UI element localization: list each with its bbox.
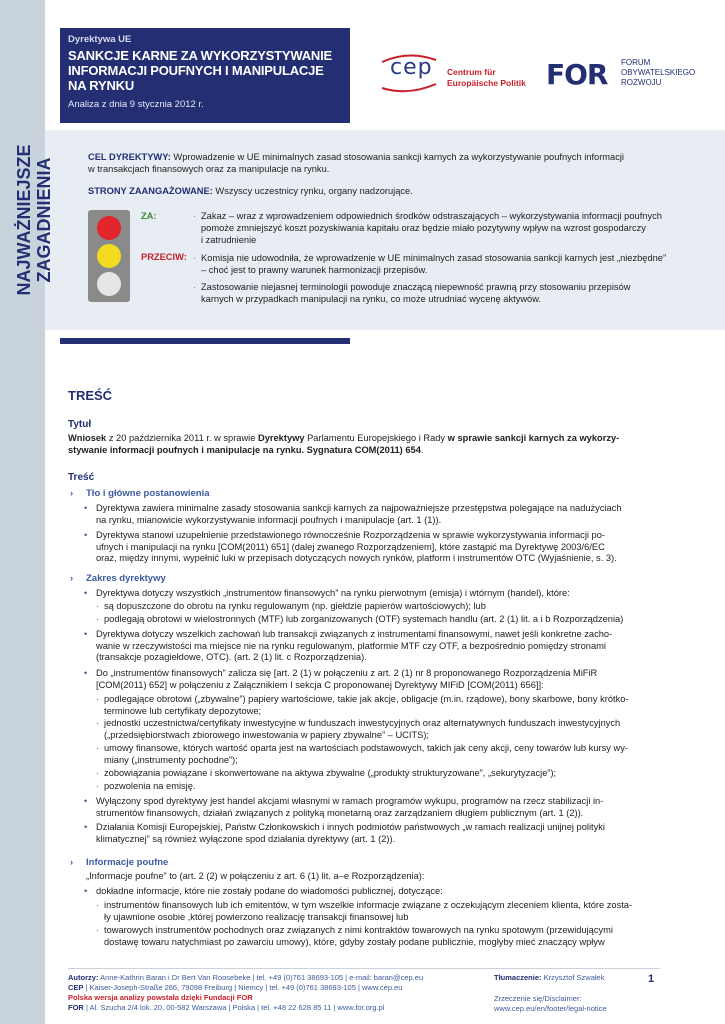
list-item bbox=[84, 503, 659, 526]
list-item bbox=[84, 822, 659, 845]
list-item bbox=[84, 668, 659, 691]
doc-title-line: INFORMACJI POUFNYCH I MANIPULACJE bbox=[68, 63, 324, 78]
sub-list-item bbox=[96, 781, 659, 793]
list-item-text: Dyrektywa dotyczy wszystkich „instrumentów finansowych” na rynku pierwotnym (emisja) i wtórnym (handel), które: bbox=[96, 588, 570, 598]
stakeholders-label: STRONY ZAANGAŻOWANE: bbox=[88, 186, 213, 196]
footer-divider bbox=[68, 968, 660, 969]
footer-translation bbox=[494, 973, 644, 1014]
doc-title bbox=[68, 48, 342, 93]
list-item-text: ły ujawnione osobie ,której powierzono realizację transakcji finansowej lub bbox=[104, 911, 409, 922]
section-background bbox=[70, 488, 210, 499]
footer-note: Polska wersja analizy powstała dzięki Fundacji FOR bbox=[68, 993, 253, 1002]
bullet-icon: • bbox=[84, 668, 88, 678]
for-subtitle-line: ROZWOJU bbox=[621, 78, 662, 87]
section-title: Informacje poufne bbox=[86, 857, 169, 868]
list-item-text: [COM(2011) 652] w połączeniu z Załącznikiem I sekcja C proponowanej Dyrektywy MIFiD [COM(2011) 656]]: bbox=[96, 679, 544, 690]
list-item-text: Dyrektywa zawiera minimalne zasady stosowania sankcji karnych za najpoważniejsze przestępstwa polegające na nadużyciach bbox=[96, 503, 622, 513]
cep-subtitle-line: Centrum für bbox=[447, 67, 496, 77]
title-text-bold: stywanie informacji poufnych i manipulacje na rynku. Sygnatura COM(2011) 654 bbox=[68, 445, 421, 455]
directive-goal-text: Wprowadzenie w UE minimalnych zasad stosowania sankcji karnych za wykorzystywanie poufnych informacji bbox=[173, 152, 624, 162]
bullet-icon: • bbox=[84, 588, 88, 598]
content-subheading: Treść bbox=[68, 472, 95, 483]
bullet-icon: • bbox=[84, 503, 88, 513]
list-item-text: Do „instrumentów finansowych” zalicza się [art. 2 (1) w połączeniu z art. 2 (1) nr 8 proponowanego Rozporządzenia MiFiR bbox=[96, 668, 598, 678]
title-paragraph bbox=[68, 432, 658, 456]
list-item-text: Wyłączony spod dyrektywy jest handel akcjami własnymi w ramach programów wykupu, programów na rzecz stabilizacji in- bbox=[96, 796, 604, 806]
section-intro: „Informacje poufne” to (art. 2 (2) w połączeniu z art. 6 (1) lit. a–e Rozporządzenia): bbox=[86, 871, 425, 881]
yellow-light-icon bbox=[97, 244, 121, 268]
side-title-line: NAJWAŻNIEJSZE bbox=[14, 144, 34, 296]
bullet-icon: · bbox=[96, 718, 100, 728]
list-item-text: miany („instrumenty pochodne”); bbox=[104, 754, 238, 765]
bullet-icon: • bbox=[84, 886, 88, 896]
for-logo-text: FOR bbox=[546, 58, 608, 91]
title-text-bold: Dyrektywy bbox=[258, 433, 305, 443]
chevron-right-icon: › bbox=[70, 857, 74, 868]
pros-label: ZA: bbox=[141, 211, 157, 221]
section-title: Tło i główne postanowienia bbox=[86, 488, 210, 499]
cons-label: PRZECIW: bbox=[141, 252, 187, 262]
list-item-text: strumentów finansowych, działań związanych z polityką monetarną oraz zarządzaniem długiem publicznym (art. 1 (2)). bbox=[96, 807, 584, 818]
list-item bbox=[84, 629, 659, 664]
bullet-icon: · bbox=[96, 768, 100, 778]
cons-text: Zastosowanie niejasnej terminologii powoduje znaczącą niepewność prawną przy stosowaniu przepisów bbox=[201, 282, 631, 292]
list-item-text: wanie w rzeczywistości ma miejsce nie na rynku regulowanym, platformie MTF czy OTF, a bezpośrednio pomiędzy stronami bbox=[96, 640, 606, 651]
section-inside-info bbox=[70, 857, 168, 868]
list-item-text: jednostki uczestnictwa/certyfikaty inwestycyjne w funduszach inwestycyjnych oraz alternatywnych funduszach inwestycyjnych bbox=[104, 718, 621, 728]
list-item-text: towarowych instrumentów pochodnych oraz związanych z nimi kontraktów towarowych na rynku spotowym (przewidującymi bbox=[104, 925, 613, 935]
doc-title-line: NA RYNKU bbox=[68, 78, 135, 93]
sub-list-item bbox=[96, 614, 659, 626]
list-item-text: pozwolenia na emisję. bbox=[104, 781, 196, 791]
title-text: z 20 października 2011 r. w sprawie bbox=[106, 433, 258, 443]
side-title-line: ZAGADNIENIA bbox=[34, 157, 54, 283]
bullet-icon: • bbox=[84, 796, 88, 806]
doc-date: Analiza z dnia 9 stycznia 2012 r. bbox=[68, 99, 204, 110]
bullet-icon: · bbox=[96, 925, 100, 935]
bullet-icon: · bbox=[96, 694, 100, 704]
panel-divider bbox=[60, 338, 350, 344]
for-subtitle-line: OBYWATELSKIEGO bbox=[621, 68, 696, 77]
chevron-right-icon: › bbox=[70, 488, 74, 499]
cons-text: Komisja nie udowodniła, że wprowadzenie w UE minimalnych zasad stosowania sankcji karnych jest „niezbędne” bbox=[201, 253, 667, 263]
list-item-text: na rynku, mianowicie wykorzystywanie informacji poufnych i manipulacje (art. 1 (1)). bbox=[96, 514, 442, 525]
list-item bbox=[84, 588, 659, 600]
chevron-right-icon: › bbox=[70, 573, 74, 584]
bullet-icon: · bbox=[96, 900, 100, 910]
cons-item bbox=[193, 252, 683, 276]
bullet-icon: · bbox=[96, 601, 100, 611]
sub-list-item bbox=[96, 743, 659, 766]
section-title: Zakres dyrektywy bbox=[86, 573, 166, 584]
footer-text: | Kaiser-Joseph-Straße 266, 79098 Freiburg | Niemcy | tel. +49 (0)761 38693-105 | www.cep.eu bbox=[85, 983, 403, 992]
list-item-text: Dyrektywa stanowi uzupełnienie przedstawionego równocześnie Rozporządzenia w sprawie wykorzystywania informacji po- bbox=[96, 530, 605, 540]
bullet-icon: · bbox=[193, 211, 197, 221]
title-text: . bbox=[420, 445, 424, 455]
footer-text: Anne-Kathrin Baran i Dr Bert Van Roosebeke | tel. +49 (0)761 38693-105 | e-mail: baran@cep.eu bbox=[100, 973, 424, 982]
pros-text: pomoże zmniejszyć koszt pozyskiwania kapitału oraz będzie miało pozytywny wpływ na wzrost gospodarczy bbox=[201, 223, 646, 233]
section-scope bbox=[70, 573, 166, 584]
list-item-text: (transakcje pozagiełdowe, OTC). (art. 2 (1) lit. c Rozporządzenia). bbox=[96, 652, 367, 662]
cons-text: – choć jest to prawny warunek harmonizacji przepisów. bbox=[201, 265, 428, 275]
pros-item bbox=[193, 210, 683, 246]
list-item bbox=[84, 530, 659, 565]
title-heading: Tytuł bbox=[68, 419, 92, 430]
traffic-light-icon bbox=[88, 210, 130, 302]
list-item-text: podlegają obrotowi w wielostronnych (MTF) lub zorganizowanych (OTF) systemach handlu (art. 2 (1) lit. a i b Rozporządzenia) bbox=[104, 614, 624, 624]
list-item bbox=[84, 796, 659, 819]
list-item-text: dokładne informacje, które nie zostały podane do wiadomości publicznej, dotyczące: bbox=[96, 886, 443, 896]
sub-list-item bbox=[96, 718, 659, 741]
list-item-text: terminowe lub certyfikaty depozytowe; bbox=[104, 705, 262, 716]
bullet-icon: • bbox=[84, 530, 88, 540]
bullet-icon: • bbox=[84, 629, 88, 639]
bullet-icon: · bbox=[96, 743, 100, 753]
sub-list-item bbox=[96, 768, 659, 780]
cep-subtitle-line: Europäische Politik bbox=[447, 78, 526, 88]
list-item-text: zobowiązania powiązane i skonwertowane na aktywa zbywalne („produkty strukturyzowane”, „sekurytyzacje”); bbox=[104, 768, 557, 778]
cons-item bbox=[193, 281, 683, 305]
list-item-text: Dyrektywa dotyczy wszelkich zachowań lub transakcji związanych z instrumentami finansowymi, nawet jeśli konkretne zacho- bbox=[96, 629, 613, 639]
stakeholders-text: Wszyscy uczestnicy rynku, organy nadzorujące. bbox=[215, 186, 413, 196]
doc-title-line: SANKCJE KARNE ZA WYKORZYSTYWANIE bbox=[68, 48, 332, 63]
title-text-bold: Wniosek bbox=[68, 433, 107, 443]
bullet-icon: · bbox=[96, 614, 100, 624]
cons-text: karnych w przypadkach manipulacji na rynku, co może utrudniać wycenę aktywów. bbox=[201, 294, 542, 304]
cep-subtitle bbox=[447, 67, 526, 89]
list-item-text: klimatycznej” są również wyłączone spod działania dyrektywy (art. 1 (2)). bbox=[96, 833, 396, 844]
bullet-icon: · bbox=[193, 253, 197, 263]
list-item-text: dostawę towaru natychmiast po zawarciu umowy), które, gdyby zostały podane publicznie, mogłyby mieć znaczący wpływ bbox=[104, 936, 605, 947]
list-item-text: podlegające obrotowi („zbywalne”) papiery wartościowe, takie jak akcje, obligacje (m.in. rządowe), bony skarbowe, bony krótko- bbox=[104, 694, 629, 704]
stakeholders bbox=[88, 185, 688, 197]
title-text-bold: w sprawie sankcji karnych za wykorzy- bbox=[447, 433, 620, 443]
pros-text: i zatrudnienie bbox=[201, 235, 257, 245]
bullet-icon: · bbox=[96, 781, 100, 791]
title-text: Parlamentu Europejskiego i Rady bbox=[304, 433, 448, 443]
directive-goal-text: w transakcjach finansowych oraz za manipulacje na rynku. bbox=[88, 164, 330, 174]
list-item-text: są dopuszczone do obrotu na rynku regulowanym (np. giełdzie papierów wartościowych); lub bbox=[104, 601, 486, 611]
pros-text: Zakaz – wraz z wprowadzeniem odpowiednich środków odstraszających – wykorzystywania informacji poufnych bbox=[201, 211, 662, 221]
sub-list-item bbox=[96, 900, 659, 923]
list-item-text: oraz, między innymi, wypełnić luki w przepisach dotyczących nowych rynków, platform i instrumentów OTC (Wyjaśnienie, s. 3). bbox=[96, 553, 617, 563]
for-subtitle-line: FORUM bbox=[621, 58, 651, 67]
content-heading: TREŚĆ bbox=[68, 388, 113, 403]
list-item-text: Działania Komisji Europejskiej, Państw Członkowskich i innych podmiotów państwowych „w ramach realizacji unijnej polityki bbox=[96, 822, 605, 832]
bullet-icon: • bbox=[84, 822, 88, 832]
sub-list-item bbox=[96, 694, 659, 717]
page-number: 1 bbox=[648, 973, 655, 985]
list-item-text: instrumentów finansowych lub ich emitentów, w tym wszelkie informacje związane z oczekującym zleceniem klienta, które zosta- bbox=[104, 900, 633, 910]
footer-label: FOR bbox=[68, 1003, 84, 1012]
footer-text: Krzysztof Szwałek bbox=[543, 973, 605, 982]
list-item-text: umowy finansowe, których wartość oparta jest na wartościach podstawowych, takich jak ceny akcji, ceny towarów lub kursy wy- bbox=[104, 743, 628, 753]
key-issues-side-title bbox=[14, 140, 54, 300]
list-item-text: („przedsiębiorstwach zbiorowego inwestowania w papiery zbywalne” – UCITS); bbox=[104, 729, 430, 740]
cep-logo-text: cep bbox=[390, 55, 433, 80]
directive-goal bbox=[88, 151, 688, 175]
footer-disclaimer-link[interactable]: www.cep.eu/en/footer/legal-notice bbox=[494, 1004, 607, 1013]
list-item bbox=[84, 886, 659, 898]
sub-list-item bbox=[96, 925, 659, 948]
list-item-text: ufnych i manipulacji na rynku [COM(2011) 651] (dalej zwanego Rozporządzeniem], które zastąpić ma Dyrektywę 2003/6/EC bbox=[96, 541, 605, 552]
footer-label: Autorzy: bbox=[68, 973, 99, 982]
footer-disclaimer: Zrzeczenie się/Disclaimer: bbox=[494, 994, 582, 1003]
footer-label: CEP bbox=[68, 983, 84, 992]
header-box bbox=[60, 28, 350, 123]
doc-kicker: Dyrektywa UE bbox=[68, 34, 132, 45]
directive-goal-label: CEL DYREKTYWY: bbox=[88, 152, 171, 162]
footer-authors bbox=[68, 973, 488, 1013]
red-light-icon bbox=[97, 216, 121, 240]
bullet-icon: · bbox=[193, 282, 197, 292]
footer-text: | Al. Szucha 2/4 lok. 20, 00-582 Warszawa | Polska | tel. +48 22 628 85 11 | www.for.org.pl bbox=[85, 1003, 385, 1012]
footer-label: Tłumaczenie: bbox=[494, 973, 542, 982]
sub-list-item bbox=[96, 601, 659, 613]
for-subtitle bbox=[621, 58, 695, 88]
white-light-icon bbox=[97, 272, 121, 296]
